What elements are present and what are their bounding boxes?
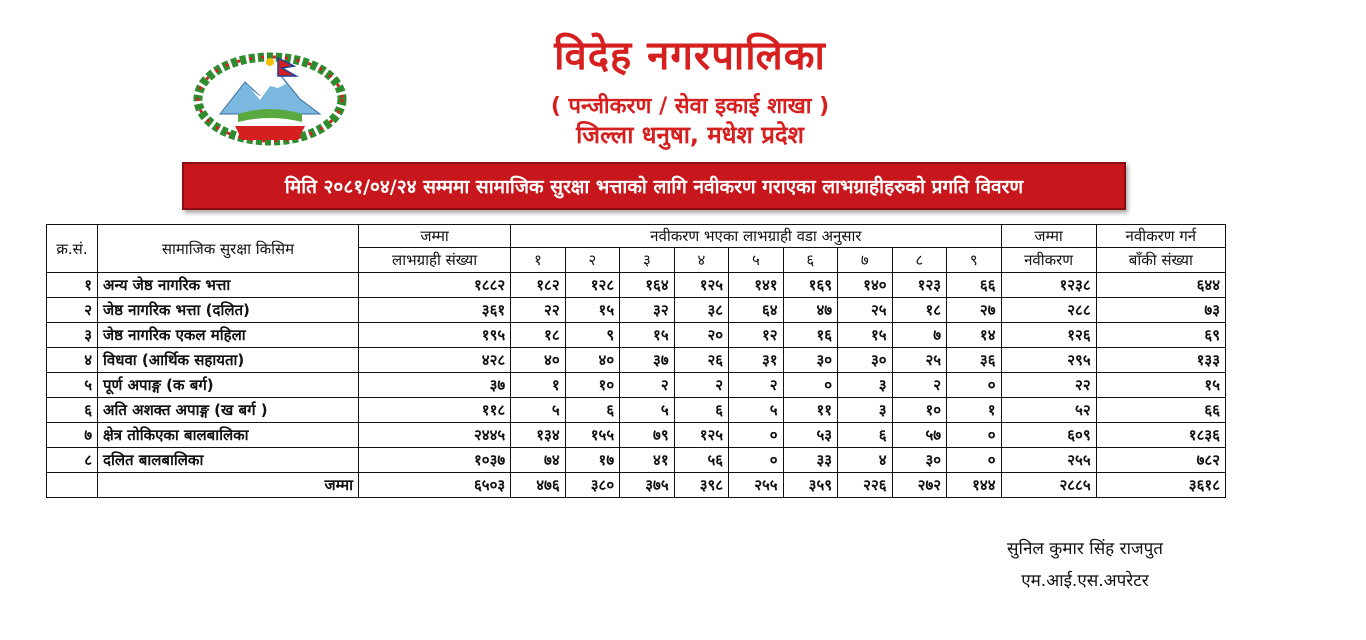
- row-ward-value: २५: [838, 298, 892, 323]
- row-renewed: २९५: [1001, 348, 1096, 373]
- row-ward-value: २: [620, 373, 674, 398]
- row-type: विधवा (आर्थिक सहायता): [98, 348, 359, 373]
- row-ward-value: ३२: [620, 298, 674, 323]
- row-ward-value: १७: [565, 448, 619, 473]
- row-ward-value: २२: [511, 298, 565, 323]
- row-ward-value: २: [674, 373, 728, 398]
- col-header-total-1: जम्मा: [359, 225, 511, 248]
- table-row: [47, 423, 1226, 448]
- row-ward-value: १५: [565, 298, 619, 323]
- row-ward-value: १२५: [674, 273, 728, 298]
- row-remaining: ६९: [1096, 323, 1225, 348]
- col-header-ward: ५: [729, 248, 783, 273]
- col-header-remaining-1: नवीकरण गर्न: [1096, 225, 1225, 248]
- row-ward-value: ५: [620, 398, 674, 423]
- col-header-renewed-2: नवीकरण: [1001, 248, 1096, 273]
- row-ward-value: १८२: [511, 273, 565, 298]
- col-header-ward: ३: [620, 248, 674, 273]
- row-ward-value: ३८: [674, 298, 728, 323]
- row-remaining: ६४४: [1096, 273, 1225, 298]
- row-ward-value: ५६: [674, 448, 728, 473]
- row-ward-value: २०: [674, 323, 728, 348]
- col-header-ward: ७: [838, 248, 892, 273]
- row-ward-value: ३६: [947, 348, 1001, 373]
- row-ward-value: १२८: [565, 273, 619, 298]
- row-ward-value: ७९: [620, 423, 674, 448]
- row-ward-value: ४०: [565, 348, 619, 373]
- office-section: ( पन्जीकरण / सेवा इकाई शाखा ): [550, 94, 830, 119]
- row-total: ३७: [359, 373, 511, 398]
- row-ward-value: ४०: [511, 348, 565, 373]
- row-ward-value: ४: [838, 448, 892, 473]
- signatory-name: सुनिल कुमार सिंह राजपुत: [1007, 539, 1163, 559]
- row-ward-value: ५३: [783, 423, 837, 448]
- row-renewed: १२३८: [1001, 273, 1096, 298]
- row-ward-value: ३: [838, 398, 892, 423]
- row-ward-value: १३४: [511, 423, 565, 448]
- row-ward-value: २: [729, 373, 783, 398]
- row-remaining: १३३: [1096, 348, 1225, 373]
- row-ward-value: ०: [947, 423, 1001, 448]
- row-sn: ८: [47, 448, 98, 473]
- table-row: [47, 298, 1226, 323]
- row-total: ३६१: [359, 298, 511, 323]
- col-header-ward-group: नवीकरण भएका लाभग्राही वडा अनुसार: [511, 225, 1001, 248]
- row-ward-value: ६४: [729, 298, 783, 323]
- col-header-ward: ९: [947, 248, 1001, 273]
- row-ward-value: ६: [838, 423, 892, 448]
- row-ward-value: १५: [838, 323, 892, 348]
- total-ward-value: ३८०: [565, 473, 619, 498]
- row-type: पूर्ण अपाङ्ग (क बर्ग): [98, 373, 359, 398]
- report-banner: [182, 162, 1126, 210]
- row-ward-value: ६६: [947, 273, 1001, 298]
- total-ward-value: २७२: [892, 473, 946, 498]
- row-sn: ५: [47, 373, 98, 398]
- col-header-ward: ४: [674, 248, 728, 273]
- row-ward-value: ३०: [892, 448, 946, 473]
- row-renewed: २५५: [1001, 448, 1096, 473]
- nepal-emblem-icon: [190, 44, 350, 154]
- row-type: क्षेत्र तोकिएका बालबालिका: [98, 423, 359, 448]
- total-beneficiaries: ६५०३: [359, 473, 511, 498]
- row-ward-value: ०: [947, 373, 1001, 398]
- row-ward-value: १६: [783, 323, 837, 348]
- row-renewed: २८८: [1001, 298, 1096, 323]
- row-total: ११८: [359, 398, 511, 423]
- row-ward-value: १४१: [729, 273, 783, 298]
- col-header-type: सामाजिक सुरक्षा किसिम: [98, 225, 359, 273]
- total-ward-value: २२६: [838, 473, 892, 498]
- row-ward-value: ५: [511, 398, 565, 423]
- total-ward-value: ३५९: [783, 473, 837, 498]
- total-ward-value: ४७६: [511, 473, 565, 498]
- row-ward-value: २५: [892, 348, 946, 373]
- total-renewed: २८८५: [1001, 473, 1096, 498]
- total-label: जम्मा: [98, 473, 359, 498]
- row-sn: ६: [47, 398, 98, 423]
- row-ward-value: ११: [783, 398, 837, 423]
- table-row: [47, 323, 1226, 348]
- total-ward-value: ३९८: [674, 473, 728, 498]
- row-ward-value: १४०: [838, 273, 892, 298]
- col-header-ward: ६: [783, 248, 837, 273]
- row-sn: ७: [47, 423, 98, 448]
- row-ward-value: ९: [565, 323, 619, 348]
- row-ward-value: ७४: [511, 448, 565, 473]
- row-total: १९५: [359, 323, 511, 348]
- col-header-total-2: लाभग्राही संख्या: [359, 248, 511, 273]
- col-header-ward: २: [565, 248, 619, 273]
- row-ward-value: १०: [892, 398, 946, 423]
- total-ward-value: ३७५: [620, 473, 674, 498]
- row-ward-value: १८: [511, 323, 565, 348]
- table-row: [47, 373, 1226, 398]
- col-header-ward: ८: [892, 248, 946, 273]
- row-ward-value: १८: [892, 298, 946, 323]
- row-total: १०३७: [359, 448, 511, 473]
- row-remaining: ७३: [1096, 298, 1225, 323]
- progress-table: [46, 224, 1226, 498]
- total-row-blank: [47, 473, 98, 498]
- row-ward-value: ५७: [892, 423, 946, 448]
- row-ward-value: १५: [620, 323, 674, 348]
- row-ward-value: ३३: [783, 448, 837, 473]
- row-ward-value: १६४: [620, 273, 674, 298]
- row-ward-value: १०: [565, 373, 619, 398]
- row-renewed: ५२: [1001, 398, 1096, 423]
- row-ward-value: ३१: [729, 348, 783, 373]
- row-remaining: ७८२: [1096, 448, 1225, 473]
- row-total: ४२८: [359, 348, 511, 373]
- total-row: [47, 473, 1226, 498]
- table-row: [47, 348, 1226, 373]
- row-renewed: १२६: [1001, 323, 1096, 348]
- row-ward-value: १: [511, 373, 565, 398]
- row-remaining: ६६: [1096, 398, 1225, 423]
- table-row: [47, 448, 1226, 473]
- row-sn: २: [47, 298, 98, 323]
- row-ward-value: ०: [947, 448, 1001, 473]
- row-renewed: ६०९: [1001, 423, 1096, 448]
- row-remaining: १५: [1096, 373, 1225, 398]
- col-header-renewed-1: जम्मा: [1001, 225, 1096, 248]
- row-type: दलित बालबालिका: [98, 448, 359, 473]
- row-ward-value: ०: [729, 448, 783, 473]
- total-ward-value: २५५: [729, 473, 783, 498]
- row-type: अन्य जेष्ठ नागरिक भत्ता: [98, 273, 359, 298]
- row-ward-value: २७: [947, 298, 1001, 323]
- row-ward-value: १२५: [674, 423, 728, 448]
- col-header-ward: १: [511, 248, 565, 273]
- row-ward-value: २६: [674, 348, 728, 373]
- row-ward-value: १५५: [565, 423, 619, 448]
- total-remaining: ३६१८: [1096, 473, 1225, 498]
- row-ward-value: ७: [892, 323, 946, 348]
- row-renewed: २२: [1001, 373, 1096, 398]
- row-ward-value: ६: [565, 398, 619, 423]
- row-remaining: १८३६: [1096, 423, 1225, 448]
- report-banner-text: मिति २०८१/०४/२४ सम्ममा सामाजिक सुरक्षा भत्ताको लागि नवीकरण गराएका लाभग्राहीहरुको प्रगति विवरण: [284, 176, 1024, 198]
- row-sn: ३: [47, 323, 98, 348]
- row-ward-value: ४७: [783, 298, 837, 323]
- row-ward-value: ३: [838, 373, 892, 398]
- col-header-remaining-2: बाँकी संख्या: [1096, 248, 1225, 273]
- col-header-sn: क्र.सं.: [47, 225, 98, 273]
- row-ward-value: ६: [674, 398, 728, 423]
- row-sn: १: [47, 273, 98, 298]
- row-ward-value: १४: [947, 323, 1001, 348]
- row-ward-value: १: [947, 398, 1001, 423]
- row-type: जेष्ठ नागरिक भत्ता (दलित): [98, 298, 359, 323]
- row-ward-value: ५: [729, 398, 783, 423]
- row-ward-value: ३०: [783, 348, 837, 373]
- row-ward-value: ०: [729, 423, 783, 448]
- table-row: [47, 273, 1226, 298]
- row-ward-value: ४१: [620, 448, 674, 473]
- row-ward-value: ०: [783, 373, 837, 398]
- row-ward-value: १२: [729, 323, 783, 348]
- row-type: अति अशक्त अपाङ्ग (ख बर्ग ): [98, 398, 359, 423]
- row-type: जेष्ठ नागरिक एकल महिला: [98, 323, 359, 348]
- row-ward-value: ३७: [620, 348, 674, 373]
- row-ward-value: ३०: [838, 348, 892, 373]
- row-sn: ४: [47, 348, 98, 373]
- row-total: २४४५: [359, 423, 511, 448]
- page-title: विदेह नगरपालिका: [554, 33, 826, 79]
- signatory-designation: एम.आई.एस.अपरेटर: [1021, 571, 1149, 591]
- table-row: [47, 398, 1226, 423]
- row-total: १८८२: [359, 273, 511, 298]
- total-ward-value: १४४: [947, 473, 1001, 498]
- office-location: जिल्ला धनुषा, मधेश प्रदेश: [576, 121, 804, 149]
- row-ward-value: २: [892, 373, 946, 398]
- row-ward-value: १२३: [892, 273, 946, 298]
- row-ward-value: १६९: [783, 273, 837, 298]
